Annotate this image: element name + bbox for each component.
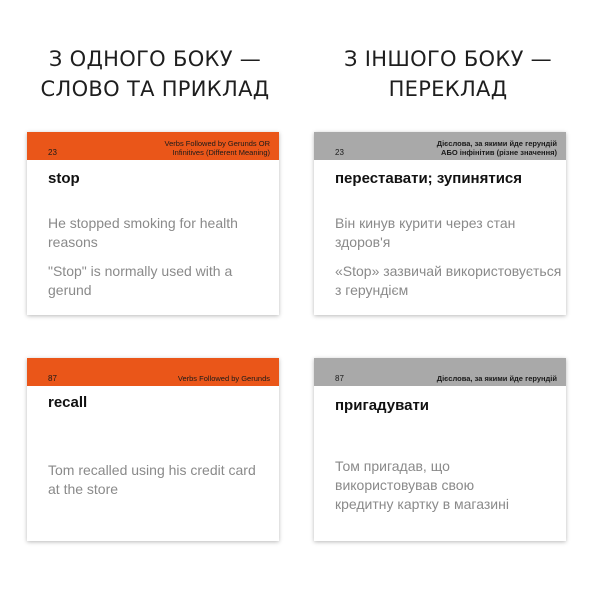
card-example-1: Tom recalled using his credit card at the store — [48, 462, 256, 497]
left-side-heading — [5, 44, 305, 104]
card-category-line-2: АБО інфінітив (різне значення) — [441, 148, 557, 157]
card-example-2: "Stop" is normally used with a gerund — [48, 263, 233, 298]
card-category — [80, 139, 270, 157]
card-number: 23 — [335, 148, 344, 157]
left-heading-line-2: СЛОВО ТА ПРИКЛАД — [40, 77, 270, 101]
card-word: recall — [48, 394, 88, 411]
card-category-line-2: Infinitives (Different Meaning) — [172, 148, 270, 157]
card-category — [80, 374, 270, 383]
card-header — [27, 358, 279, 386]
card-word: переставати; зупинятися — [335, 170, 523, 187]
card-example-1: He stopped smoking for health reasons — [48, 215, 238, 250]
card-example-1: Том пригадав, що використовував свою кредитну картку в магазині — [335, 458, 509, 512]
flashcard-back-stop — [314, 132, 566, 315]
card-category-line-1: Verbs Followed by Gerunds OR — [164, 139, 270, 148]
card-word: пригадувати — [335, 397, 430, 414]
flashcard-back-recall — [314, 358, 566, 541]
right-heading-line-1: З ІНШОГО БОКУ — — [344, 47, 552, 71]
card-category-line-1: Дієслова, за якими йде герундій — [436, 139, 557, 148]
card-number: 87 — [48, 374, 57, 383]
flashcard-front-stop — [27, 132, 279, 315]
flashcard-front-recall — [27, 358, 279, 541]
card-category — [367, 374, 557, 383]
card-example-2: «Stop» зазвичай використовується з герундієм — [335, 263, 562, 298]
card-category-line-1: Verbs Followed by Gerunds — [177, 374, 270, 383]
card-header — [314, 132, 566, 160]
card-word: stop — [48, 170, 80, 187]
right-heading-line-2: ПЕРЕКЛАД — [388, 77, 508, 101]
left-heading-line-1: З ОДНОГО БОКУ — — [48, 47, 262, 71]
card-number: 87 — [335, 374, 344, 383]
right-side-heading — [298, 44, 598, 104]
card-header — [314, 358, 566, 386]
card-category-line-1: Дієслова, за якими йде герундій — [436, 374, 557, 383]
card-example-1: Він кинув курити через стан здоров'я — [335, 215, 516, 250]
card-category — [367, 139, 557, 157]
card-header — [27, 132, 279, 160]
card-number: 23 — [48, 148, 57, 157]
